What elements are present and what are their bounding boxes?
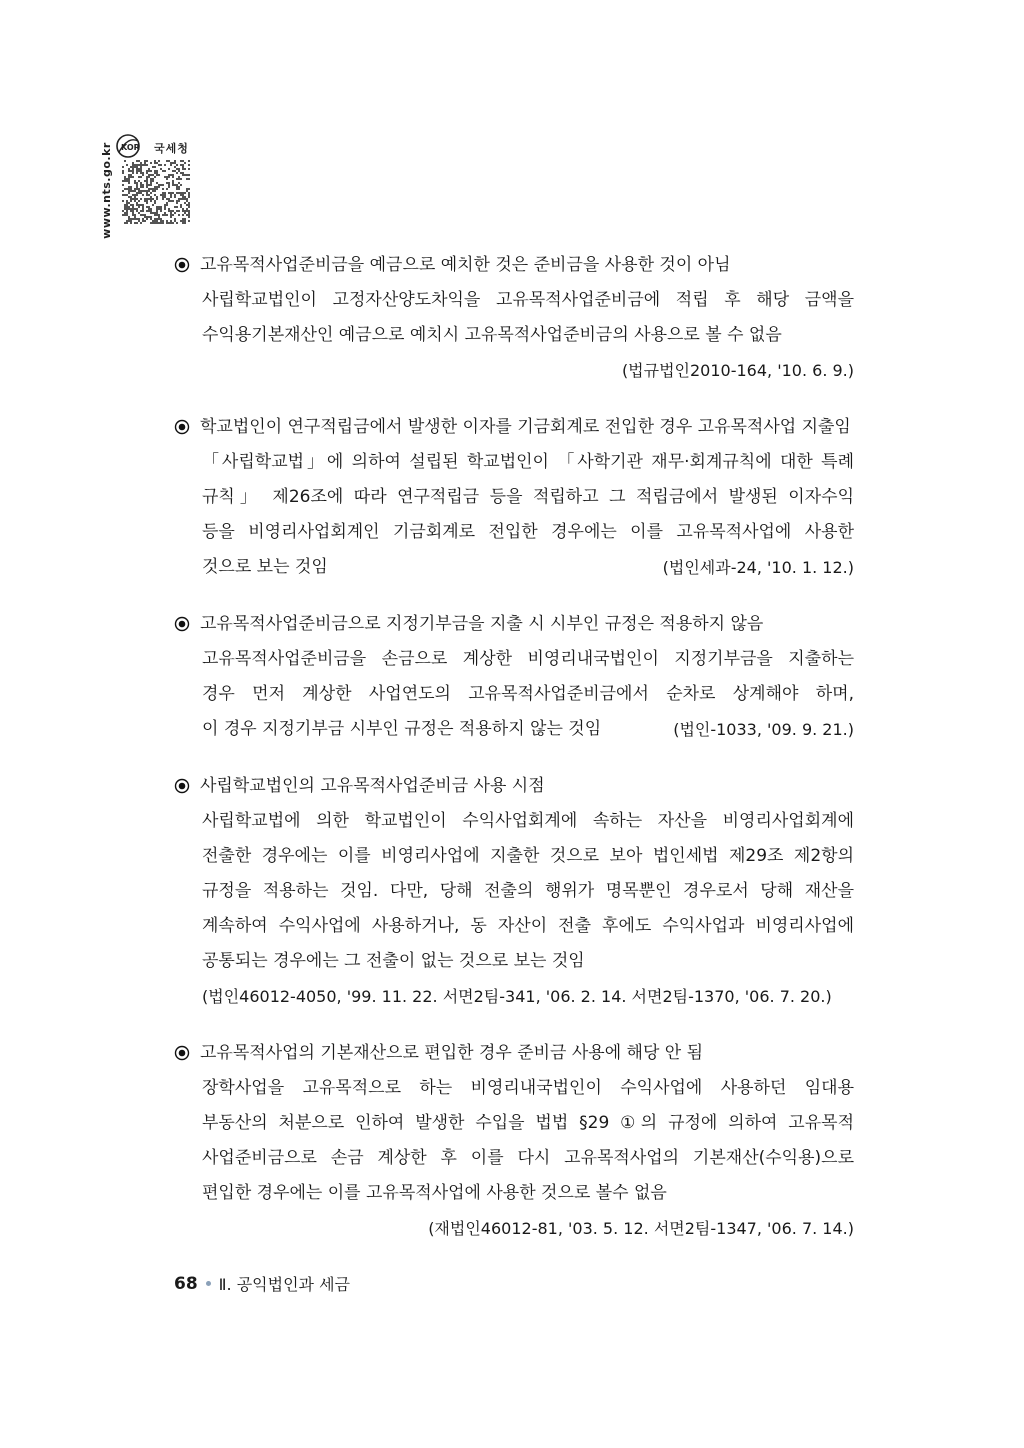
emblem-text: KOR [121,143,140,152]
entry-heading: 고유목적사업의 기본재산으로 편입한 경우 준비금 사용에 해당 안 됨 [174,1036,854,1071]
footer-section-title: Ⅱ. 공익법인과 세금 [218,1275,350,1294]
ruling-entry [174,769,854,1014]
entry-line: 등을 비영리사업회계인 기금회계로 전입한 경우에는 이를 고유목적사업에 사용한 [202,522,854,542]
ruling-entry [174,1036,854,1246]
site-url-vertical: www.nts.go.kr [99,141,113,239]
entry-line: 장학사업을 고유목적으로 하는 비영리내국법인이 수익사업에 사용하던 임대용 [202,1078,854,1098]
entry-line: 편입한 경우에는 이를 고유목적사업에 사용한 것으로 볼수 없음 [202,1183,667,1203]
nts-emblem-icon [110,132,146,160]
page-footer [174,1272,350,1295]
page-number: 68 [174,1273,198,1294]
entry-line: 부동산의 처분으로 인하여 발생한 수입을 법법 §29 ①의 규정에 의하여 고유목적 [202,1113,854,1133]
circle-bullet-icon [174,419,190,435]
entry-line: 사립학교법에 의한 학교법인이 수익사업회계에 속하는 자산을 비영리사업회계에 [202,811,854,831]
agency-name: 국세청 [154,142,189,155]
entry-line: 고유목적사업준비금을 손금으로 계상한 비영리내국법인이 지정기부금을 지출하는 [202,649,854,669]
ruling-entry [174,607,854,747]
ruling-entry [174,248,854,388]
qr-code-icon [122,160,190,224]
entry-line: 규칙」 제26조에 따라 연구적립금 등을 적립하고 그 적립금에서 발생된 이자수익 [202,487,854,507]
entry-heading: 고유목적사업준비금을 예금으로 예치한 것은 준비금을 사용한 것이 아님 [174,248,854,283]
entry-line: 이 경우 지정기부금 시부인 규정은 적용하지 않는 것임 [202,719,602,739]
citation-reference: (법인-1033, '09. 9. 21.) [673,720,854,739]
ruling-entry [174,410,854,585]
entry-heading: 학교법인이 연구적립금에서 발생한 이자를 기금회계로 전입한 경우 고유목적사업 지출임 [174,410,854,445]
entry-line: 수익용기본재산인 예금으로 예치시 고유목적사업준비금의 사용으로 볼 수 없음 [202,325,782,345]
citation-reference: (법인46012-4050, '99. 11. 22. 서면2팀-341, '06. 2. 14. 서면2팀-1370, '06. 7. 20.) [202,987,832,1006]
citation-reference: (법인세과-24, '10. 1. 12.) [662,558,854,577]
entry-line: 계속하여 수익사업에 사용하거나, 동 자산이 전출 후에도 수익사업과 비영리사업에 [202,916,854,936]
entry-line: 규정을 적용하는 것임. 다만, 당해 전출의 행위가 명목뿐인 경우로서 당해 재산을 [202,881,854,901]
citation-reference: (법규법인2010-164, '10. 6. 9.) [621,361,854,380]
entry-line: 전출한 경우에는 이를 비영리사업에 지출한 것으로 보아 법인세법 제29조 제2항의 [202,846,854,866]
main-content [174,248,854,1268]
footer-dot-icon [206,1281,211,1286]
circle-bullet-icon [174,257,190,273]
circle-bullet-icon [174,778,190,794]
circle-bullet-icon [174,616,190,632]
entry-heading: 사립학교법인의 고유목적사업준비금 사용 시점 [174,769,854,804]
entry-line: 경우 먼저 계상한 사업연도의 고유목적사업준비금에서 순차로 상계해야 하며, [202,684,854,704]
circle-bullet-icon [174,1045,190,1061]
entry-line: 사업준비금으로 손금 계상한 후 이를 다시 고유목적사업의 기본재산(수익용)으로 [202,1148,854,1168]
entry-line: 사립학교법인이 고정자산양도차익을 고유목적사업준비금에 적립 후 해당 금액을 [202,290,854,310]
entry-heading: 고유목적사업준비금으로 지정기부금을 지출 시 시부인 규정은 적용하지 않음 [174,607,854,642]
citation-reference: (재법인46012-81, '03. 5. 12. 서면2팀-1347, '06. 7. 14.) [428,1219,854,1238]
entry-line: 것으로 보는 것임 [202,557,328,577]
entry-line: 공통되는 경우에는 그 전출이 없는 것으로 보는 것임 [202,951,585,971]
entry-line: 「사립학교법」에 의하여 설립된 학교법인이 「사학기관 재무·회계규칙에 대한 특례 [202,452,854,472]
